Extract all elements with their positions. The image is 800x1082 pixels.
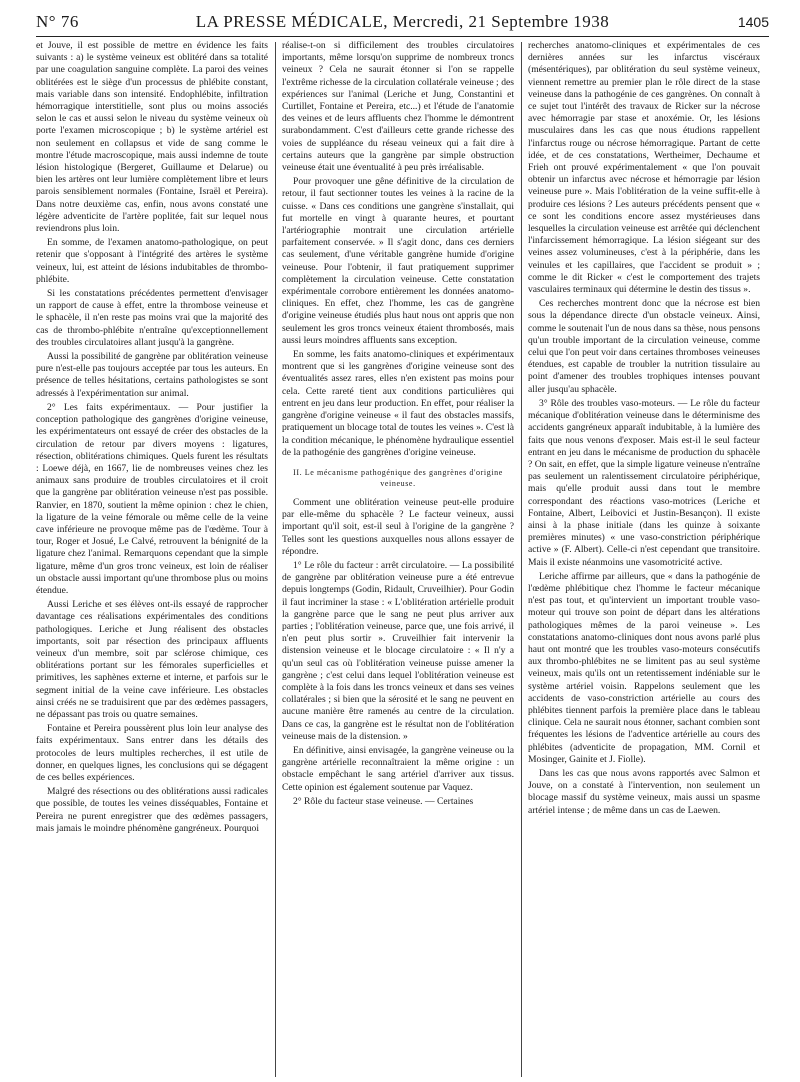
paragraph: 1° Le rôle du facteur : arrêt circulatoire. — La possibilité de gangrène par oblitération veineuse pure a été entrevue depuis longtemps (Godin, Ridault, Cruveilhier). Pour Godin il faut incriminer la stase : « L'oblitération artérielle produit la gangrène parce que le sang ne peut plus arriver aux parties ; l'oblitération veineuse, parce que, une fois arrivé, il n'en peut plus sortir ». Cruveilhier fait intervenir la distension veineuse et le blocage circulatoire : « Il n'y a qu'un seul cas où l'oblitération veineuse puisse amener la gangrène ; c'est celui dans lequel l'oblitération veineuse est complète à la fois dans les troncs veineux et dans ses veines collatérales ; si bien que la sérosité et le sang ne peuvent en aucune manière être ramenés au centre de la circulation. Dans ce cas, la gangrène est le résultat non de l'oblitération veineuse mais de la distension. » (282, 559, 514, 742)
column-3 (528, 40, 760, 819)
paragraph: Aussi Leriche et ses élèves ont-ils essayé de rapprocher davantage ces réalisations expérimentales des conditions pathologiques. Leriche et Jung réalisent des obstacles importants, soit par résection des principaux affluents veineux d'un membre, soit par sclérose chimique, ces oblitérations portant sur les fémorales superficielles et primitives, les saphènes externe et interne, et parfois sur le segment initial de la veine cave inférieure. Les obstacles ainsi créés ne se traduisirent que par des œdèmes passagers, ne dépassant pas trois ou quatre semaines. (36, 599, 268, 720)
section-heading: II. Le mécanisme pathogénique des gangrènes d'origine veineuse. (293, 467, 503, 488)
paragraph: Leriche affirme par ailleurs, que « dans la pathogénie de l'œdème phlébitique chez l'homme le facteur mécanique n'est pas tout, et qu'intervient un important trouble vaso-moteur qui trouve son point de départ dans les altérations pathologiques mêmes de la paroi veineuse ». Les constatations anatomo-cliniques dont nous avons parlé plus haut ont montré que les troubles vaso-moteurs consécutifs aux thrombo-phlébites ne se limitent pas au seul système veineux, mais qu'ils ont un retentissement indéniable sur le système artériel voisin. Rappelons seulement que les accidents de vaso-constriction artérielle au cours des phlébites tiennent parfois la première place dans le tableau clinique. Cela ne saurait nous étonner, sachant combien sont fréquentes les lésions de l'adventice artérielle au cours des phlébites (adventicite de propagation, MM. Cornil et Mosinger, Gainite et J. Fiolle). (528, 570, 760, 765)
page-header (36, 10, 769, 37)
column-divider (275, 42, 276, 1077)
paragraph: Pour provoquer une gêne définitive de la circulation de retour, il faut sectionner toutes les veines à la racine de la cuisse. « Dans ces conditions une gangrène s'installait, qui fut mortelle en vingt à quarante heures, et pourtant l'artériographie montrait une circulation artérielle parfaitement conservée. » Il s'agit donc, dans ces derniers cas seulement, d'une véritable gangrène humide d'origine veineuse. Pour l'obtenir, il faut pratiquement supprimer complètement la circulation veineuse. Cette constatation expérimentale corrobore entièrement les données anatomo-cliniques. En effet, chez l'homme, les cas de gangrène d'origine veineuse étudiés plus haut nous ont appris que non seulement les gros troncs veineux étaient thrombosés, mais aussi leurs moindres affluents sans exception. (282, 176, 514, 346)
paragraph: Comment une oblitération veineuse peut-elle produire par elle-même du sphacèle ? Le facteur veineux, aussi important qu'il soit, est-il seul à l'origine de la gangrène ? Telles sont les questions auxquelles nous allons essayer de répondre. (282, 496, 514, 557)
paragraph: En somme, les faits anatomo-cliniques et expérimentaux montrent que si les gangrènes d'origine veineuse sont des éventualités assez rares, elles n'en existent pas moins pour cela. Cette rareté tient aux conditions particulières qui entrent en jeu dans leur production. En effet, pour réaliser la gangrène d'origine veineuse « il faut des obstacles massifs, pratiquement un blocage total de toutes les veines ». C'est là la condition mécanique, le phénomène hydraulique essentiel de la pathogénie des gangrènes d'origine veineuse. (282, 349, 514, 458)
paragraph: 3° Rôle des troubles vaso-moteurs. — Le rôle du facteur mécanique d'oblitération veineuse dans le déterminisme des accidents gangréneux apparaît indubitable, à la lumière des faits que nous venons d'exposer. Mais est-il le seul facteur entrant en jeu dans le mécanisme de production du sphacèle ? On sait, en effet, que la simple ligature veineuse n'entraîne pas seulement un ralentissement circulatoire périphérique, mais qu'elle produit aussi dans tout le membre correspondant des réactions vaso-motrices (Leriche et Fontaine, Albert, Leibovici et Justin-Besançon). Il existe ainsi à la phase initiale (dans les quinze à soixante premières minutes) « une vaso-constriction périphérique active » (F. Albert). Celle-ci n'est cependant que transitoire. Mais il existe néanmoins une vasomotricité active. (528, 397, 760, 568)
paragraph: Si les constatations précédentes permettent d'envisager un rapport de cause à effet, entre la thrombose veineuse et le sphacèle, il n'en reste pas moins vrai que la majorité des cas de thrombo-phlébite n'entraîne qu'exceptionnellement des troubles circulatoires allant jusqu'à la gangrène. (36, 288, 268, 348)
paragraph: et Jouve, il est possible de mettre en évidence les faits suivants : a) le système veineux est oblitéré dans sa totalité par une coagulation sanguine complète. La paroi des veines oblitérées est le siège d'un processus de phlébite constant, mais variable dans son intensité. Endophlébite, infiltration hémorragique interstitielle, sont plus ou moins associés selon le cas et aussi selon le niveau du système veineux où porte l'examen microscopique ; b) le système artériel est non seulement en collapsus et vide de sang comme le montre l'étude macroscopique, mais aussi indemne de toute lésion histologique (Bergeret, Guillaume et Delarue) ou bien les artères ont leur lumière complètement libre et leurs parois sensiblement normales (Fontaine, Israël et Pereira). Dans notre deuxième cas, enfin, nous avons constaté une légère adventicite de l'artère poplitée, fait sur lequel nous reviendrons plus loin. (36, 40, 268, 235)
column-1 (36, 40, 268, 837)
paragraph: En somme, de l'examen anatomo-pathologique, on peut retenir que s'opposant à l'intégrité des artères le système veineux, lui, est atteint de lésions indubitables de thrombo-phlébite. (36, 237, 268, 285)
issue-number: N° 76 (36, 12, 79, 31)
paragraph: Malgré des résections ou des oblitérations aussi radicales que possible, de toutes les veines disséquables, Fontaine et Pereira ne purent enregistrer que des œdèmes passagers, mais jamais le moindre phénomène gangréneux. Pourquoi (36, 786, 268, 834)
page-number: 1405 (737, 14, 769, 30)
paragraph: 2° Rôle du facteur stase veineuse. — Certaines (293, 795, 474, 807)
paragraph: recherches anatomo-cliniques et expérimentales de ces dernières années sur les infarctus viscéraux (mésentériques), par oblitération du seul système veineux, viennent remettre au premier plan le rôle direct de la stase veineuse dans la pathogénie de ces gangrènes. On connaît à ce sujet tout l'intérêt des travaux de Ricker sur la nécrose avec hémorragie par stase et anoxémie. Or, les lésions musculaires dans les cas que nous étudions rappellent l'infarctus rouge ou nécrose hémorragique. Partant de cette idée, et de ces constatations, Wertheimer, Dechaume et Frieh ont prouvé expérimentalement « que l'on pouvait obtenir un infarctus avec nécrose et hémorragie par lésion veineuse pure ». Mais l'oblitération de la veine suffit-elle à produire ces lésions ? Les auteurs précédents pensent que « ce sont les conditions encore assez mystérieuses dans lesquelles la circulation veineuse est arrêtée qui déclenchent l'infarcissement hémorragique. La lésion siégeant sur des veines assez volumineuses, c'est à la périphérie, dans les veinules et les capillaires, que l'accident se produit » ; comme le dit Ricker « c'est le comportement des trajets vasculaires terminaux qui détermine le destin des tissus ». (528, 40, 760, 296)
paragraph: Dans les cas que nous avons rapportés avec Salmon et Jouve, on a constaté à l'intervention, non seulement un blocage massif du système veineux, mais aussi un spasme artériel intense ; de même dans un cas de Laewen. (528, 767, 760, 816)
paragraph: 2° Les faits expérimentaux. — Pour justifier la conception pathologique des gangrènes d'origine veineuse, les expérimentateurs ont essayé de créer des obstacles de la circulation de retour par divers moyens : ligatures, résection, oblitérations chimiques. Quels furent les résultats : Loewe déjà, en 1667, lie de nombreuses veines chez les animaux sans produire de troubles circulatoires et il croit que la gangrène par oblitération veineuse n'est pas possible. Ranvier, en 1870, soutient la même opinion : chez le chien, la ligature de la veine fémorale ou même celle de la veine cave inférieure ne provoque même pas de l'œdème. Tour à tour, Roger et Josué, Le Calvé, retrouvent la bénignité de la ligature chez l'animal. Remarquons cependant que la simple ligature, même d'un gros tronc veineux, est loin de réaliser un obstacle aussi important qu'une thrombose plus ou moins étendue. (36, 401, 268, 596)
column-divider (521, 42, 522, 1077)
paragraph: Ces recherches montrent donc que la nécrose est bien sous la dépendance directe d'un obstacle veineux. Ainsi, comme le soutenait l'un de nous dans sa thèse, nous pensons qu'un trouble important de la circulation veineuse, comme celui que l'on peut voir dans certaines thromboses veineuses étendues, est capable de troubler la nutrition tissulaire au point d'amener des troubles trophiques intenses pouvant aller jusqu'au sphacèle. (528, 298, 760, 395)
column-2 (282, 40, 514, 810)
paragraph: Fontaine et Pereira poussèrent plus loin leur analyse des faits expérimentaux. Sans entrer dans les détails des protocoles de leurs multiples recherches, il est utile de donner, en quelques lignes, les conclusions qui se dégagent de ces belles expériences. (36, 723, 268, 783)
journal-title: LA PRESSE MÉDICALE, Mercredi, 21 Septembre 1938 (195, 12, 610, 31)
paragraph: réalise-t-on si difficilement des troubles circulatoires importants, même lorsqu'on supprime de nombreux troncs veineux ? Cela ne saurait étonner si l'on se rappelle l'extrême richesse de la circulation collatérale veineuse ; des expériences sur l'animal (Leriche et Jung, Constantini et Curtillet, Fontaine et Pereira, etc...) et l'étude de l'anatomie des veines et de leurs affluents chez l'homme le démontrent surabondamment. C'est d'ailleurs cette grande richesse des voies de suppléance du réseau veineux qui a fait dire à certains auteurs que la gangrène par simple obstruction veineuse était une éventualité à peu près irréalisable. (282, 40, 514, 174)
paragraph: En définitive, ainsi envisagée, la gangrène veineuse ou la gangrène artérielle reconnaîtraient la même origine : un obstacle empêchant le sang artériel d'arriver aux tissus. Cette opinion est également soutenue par Vaquez. (282, 744, 514, 793)
paragraph: Aussi la possibilité de gangrène par oblitération veineuse pure n'est-elle pas toujours acceptée par tous les auteurs. En présence de telles hésitations, certains pathologistes se sont adressés à l'expérimentation sur animal. (36, 351, 268, 399)
